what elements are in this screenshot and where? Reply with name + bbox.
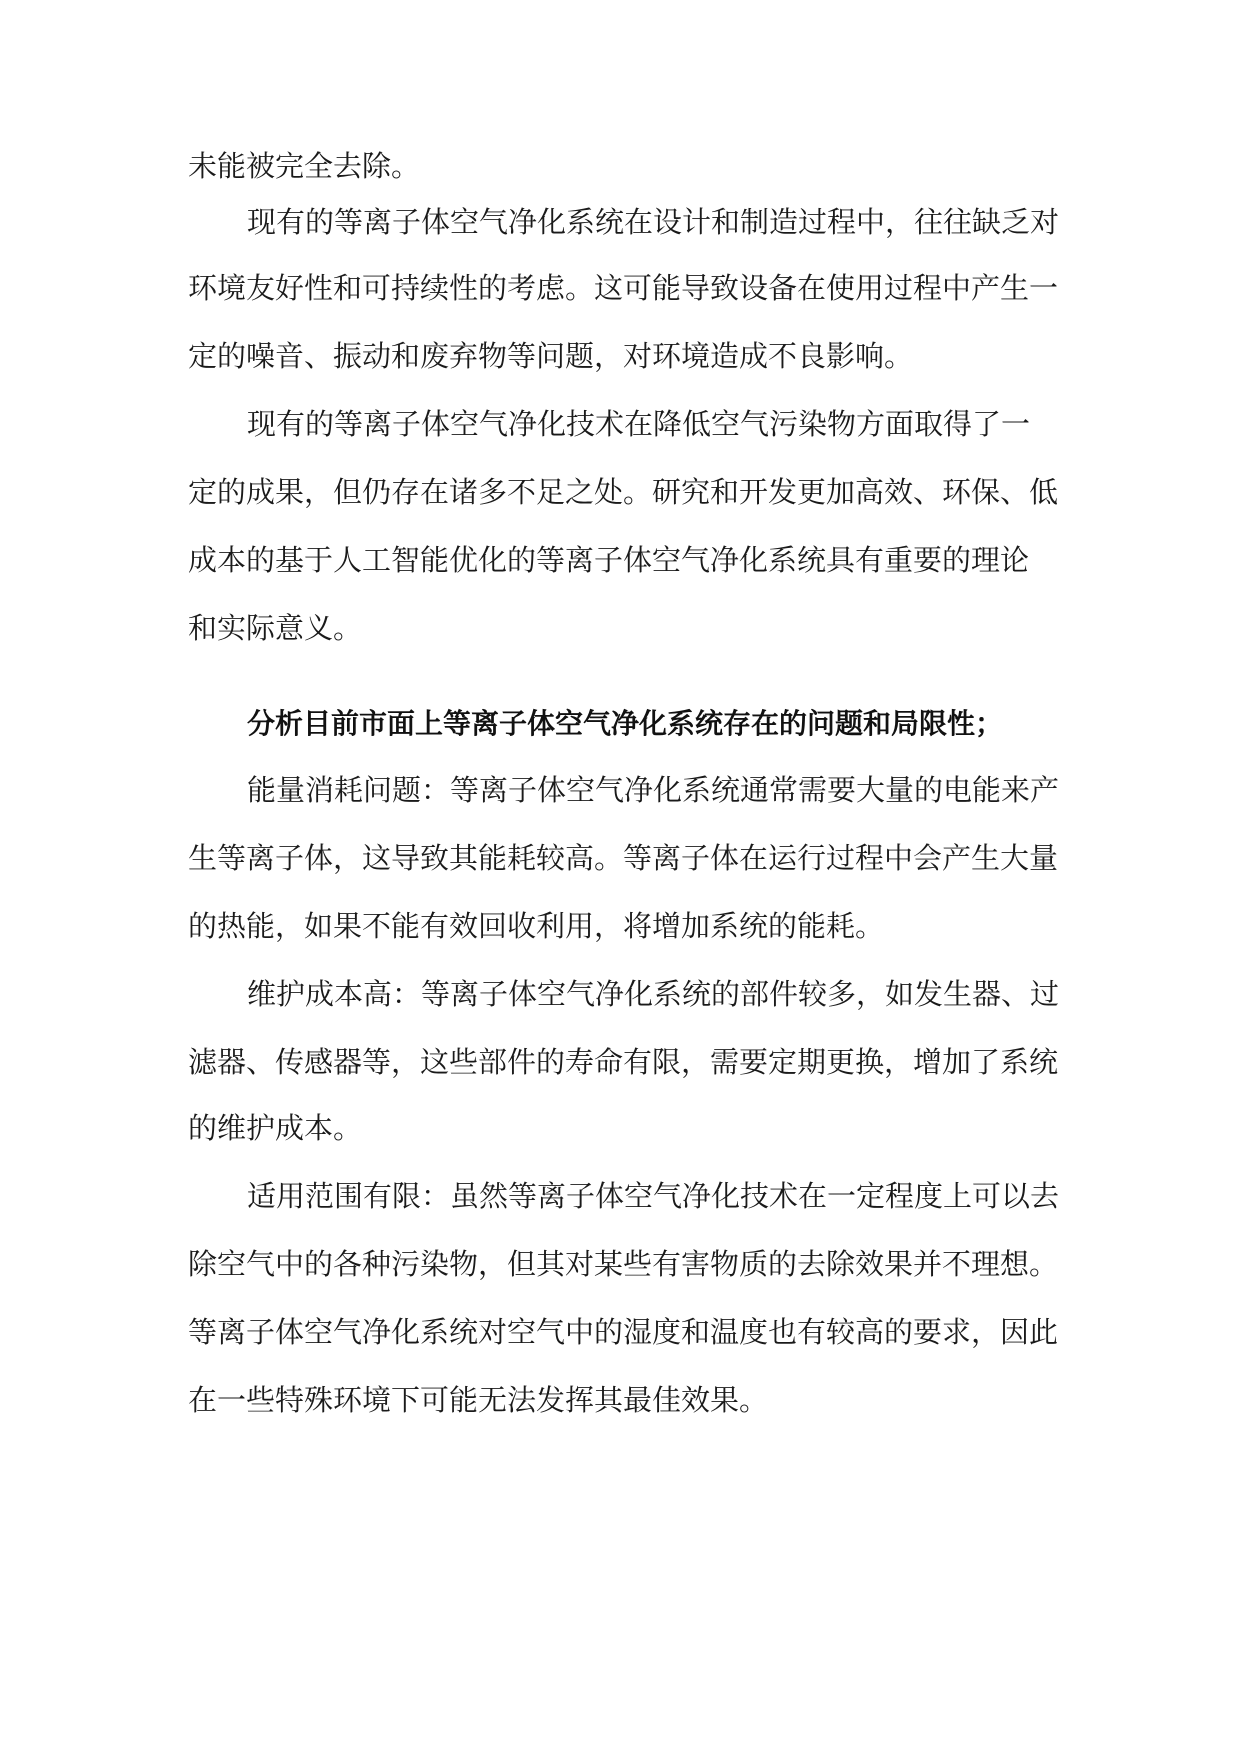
- paragraph-line: 除空气中的各种污染物，但其对某些有害物质的去除效果并不理想。: [188, 1247, 1059, 1281]
- paragraph-line: 维护成本高：等离子体空气净化系统的部件较多，如发生器、过: [247, 977, 1060, 1011]
- paragraph-line: 适用范围有限：虽然等离子体空气净化技术在一定程度上可以去: [247, 1179, 1060, 1213]
- paragraph-line: 现有的等离子体空气净化技术在降低空气污染物方面取得了一: [247, 407, 1031, 441]
- paragraph-line: 在一些特殊环境下可能无法发挥其最佳效果。: [188, 1383, 769, 1417]
- paragraph-line: 的维护成本。: [188, 1111, 363, 1145]
- paragraph-line: 现有的等离子体空气净化系统在设计和制造过程中，往往缺乏对: [247, 205, 1060, 239]
- paragraph-line: 成本的基于人工智能优化的等离子体空气净化系统具有重要的理论: [188, 543, 1030, 577]
- paragraph-line: 等离子体空气净化系统对空气中的湿度和温度也有较高的要求，因此: [188, 1315, 1059, 1349]
- section-heading: 分析目前市面上等离子体空气净化系统存在的问题和局限性；: [247, 707, 1004, 740]
- paragraph-line: 未能被完全去除。: [188, 149, 421, 183]
- paragraph-line: 滤器、传感器等，这些部件的寿命有限，需要定期更换，增加了系统: [188, 1045, 1059, 1079]
- paragraph-line: 定的噪音、振动和废弃物等问题，对环境造成不良影响。: [188, 339, 914, 373]
- paragraph-line: 和实际意义。: [188, 611, 363, 645]
- paragraph-line: 生等离子体，这导致其能耗较高。等离子体在运行过程中会产生大量: [188, 841, 1059, 875]
- paragraph-line: 能量消耗问题：等离子体空气净化系统通常需要大量的电能来产: [247, 773, 1060, 807]
- paragraph-line: 的热能，如果不能有效回收利用，将增加系统的能耗。: [188, 909, 885, 943]
- paragraph-line: 环境友好性和可持续性的考虑。这可能导致设备在使用过程中产生一: [188, 271, 1059, 305]
- paragraph-line: 定的成果，但仍存在诸多不足之处。研究和开发更加高效、环保、低: [188, 475, 1059, 509]
